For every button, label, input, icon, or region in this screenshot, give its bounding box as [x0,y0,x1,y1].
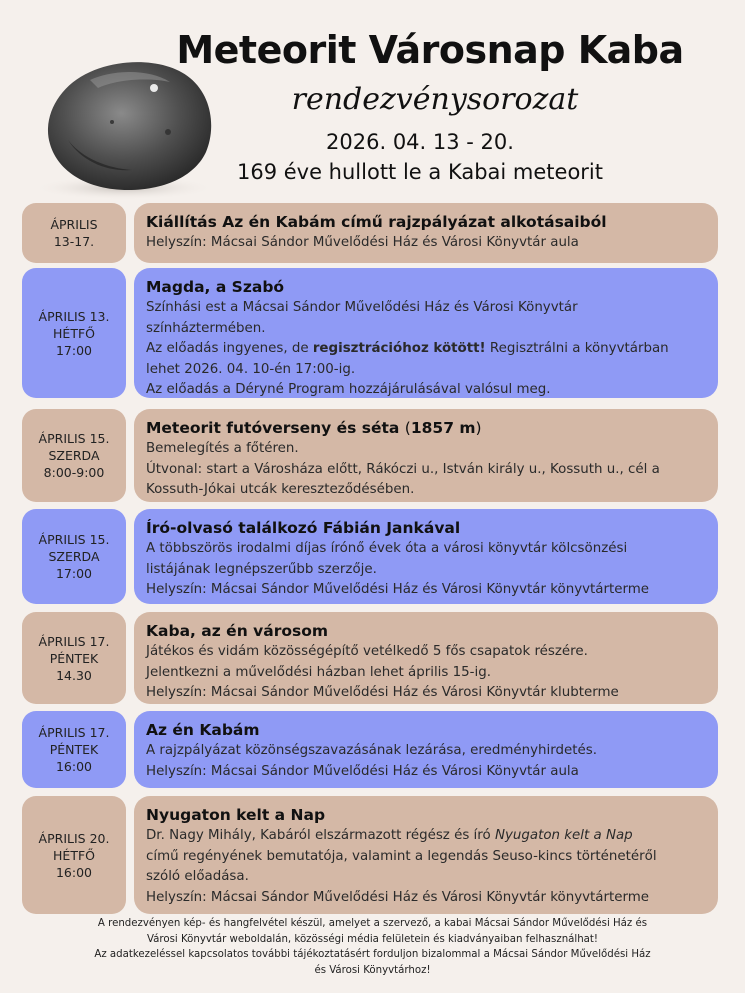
footer-notice: A rendezvényen kép- és hangfelvétel készül, amelyet a szervező, a kabai Mácsai Sándor Művelődési Ház és Városi Könyvtár weboldalán, közösségi média felületein és kiadványaiban felhasználhat! Az adatkezeléssel kapcsolatos további tájékoztatásért forduljon bizalommal a Mácsai Sándor Művelődési Ház és Városi Könyvtárhoz! [94,918,651,976]
event-title: Meteorit futóverseny és séta (1857 m) [146,419,482,437]
event-location: Helyszín: Mácsai Sándor Művelődési Ház és Városi Könyvtár aula [146,763,579,779]
event-date-box: ÁPRILIS 17. PÉNTEK 14.30 [22,612,126,704]
event-description: szóló előadása. [146,869,249,884]
event-card [134,612,718,704]
event-description: lehet 2026. 04. 10-én 17:00-ig. [146,361,356,377]
event-card [134,711,718,788]
event-description: Játékos és vidám közösségépítő vetélkedő 5 fős csapatok részére. [146,644,588,659]
event-description: Kossuth-Jókai utcák kereszteződésében. [146,482,415,497]
event-description: Bemelegítés a főtéren. [146,441,299,456]
event-description: A rajzpályázat közönségszavazásának lezárása, eredményhirdetés. [146,743,597,758]
event-card [134,268,718,398]
event-date-box: ÁPRILIS 17. PÉNTEK 16:00 [22,711,126,788]
event-card [134,409,718,502]
event-dates: 2026. 04. 13 - 20. [326,130,514,154]
event-description: Dr. Nagy Mihály, Kabáról elszármazott régész és író Nyugaton kelt a Nap [146,828,633,843]
event-title: Nyugaton kelt a Nap [146,806,326,824]
event-description: színháztermében. [146,320,266,336]
event-description: című regényének bemutatója, valamint a legendás Seuso-kincs történetéről [146,848,657,864]
event-title: Író-olvasó találkozó Fábián Jankával [146,519,461,537]
meteorite-image [28,52,220,200]
event-title: Kaba, az én városom [146,622,329,640]
event-date-box: ÁPRILIS 15. SZERDA 8:00-9:00 [22,409,126,502]
event-title: Az én Kabám [146,721,260,739]
event-date-box: ÁPRILIS 15. SZERDA 17:00 [22,509,126,604]
event-card [134,796,718,914]
event-description: Színhási est a Mácsai Sándor Művelődési Ház és Városi Könyvtár [146,300,578,315]
event-description: A többszörös irodalmi díjas írónő évek óta a városi könyvtár kölcsönzési [146,541,628,556]
event-location: Helyszín: Mácsai Sándor Művelődési Ház és Városi Könyvtár könyvtárterme [146,582,650,597]
event-date-box: ÁPRILIS 13. HÉTFŐ 17:00 [22,268,126,398]
page-title: Meteorit Városnap Kaba [176,28,684,72]
event-title: Kiállítás Az én Kabám című rajzpályázat alkotásaiból [146,213,607,231]
event-description: listájának legnépszerűbb szerzője. [146,561,377,577]
event-card [134,203,718,263]
anniversary-text: 169 éve hullott le a Kabai meteorit [236,160,603,184]
event-date-box: ÁPRILIS 13-17. [22,203,126,263]
page-subtitle: rendezvénysorozat [291,82,579,117]
event-date-box: ÁPRILIS 20. HÉTFŐ 16:00 [22,796,126,914]
event-description: Jelentkezni a művelődési házban lehet április 15-ig. [146,664,491,680]
event-location: Helyszín: Mácsai Sándor Művelődési Ház és Városi Könyvtár könyvtárterme [146,889,650,905]
event-registration: Az előadás ingyenes, de regisztrációhoz kötött! Regisztrálni a könyvtárban [146,341,669,356]
event-title: Magda, a Szabó [146,278,285,296]
event-description: Útvonal: start a Városháza előtt, Rákóczi u., István király u., Kossuth u., cél a [146,461,660,477]
event-location: Helyszín: Mácsai Sándor Művelődési Ház és Városi Könyvtár aula [146,235,579,250]
event-description: Az előadás a Déryné Program hozzájárulásával valósul meg. [146,382,551,397]
event-card [134,509,718,604]
event-location: Helyszín: Mácsai Sándor Művelődési Ház és Városi Könyvtár klubterme [146,685,619,700]
